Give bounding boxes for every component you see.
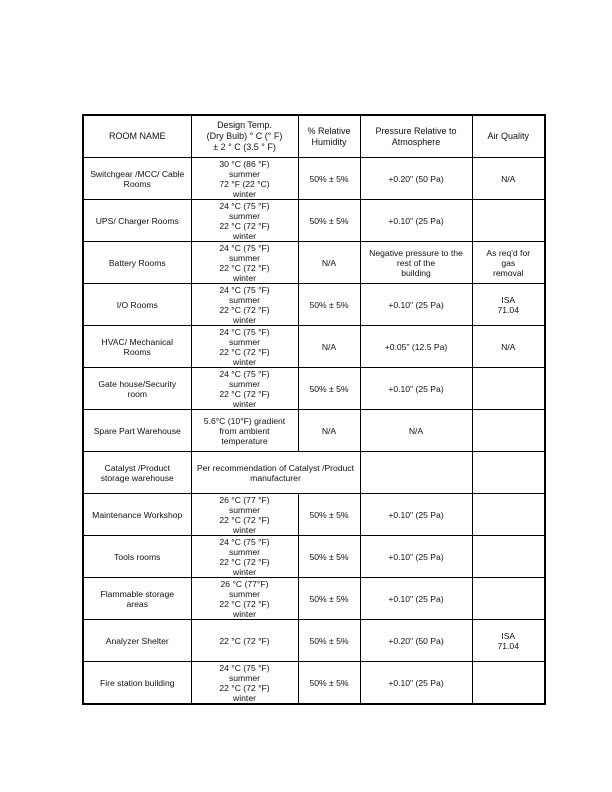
humidity-cell: N/A bbox=[298, 242, 360, 284]
pressure-cell: +0.10" (25 Pa) bbox=[360, 662, 472, 705]
design-temp-cell: 26 °C (77 °F) summer 22 °C (72 °F) winter bbox=[191, 494, 298, 536]
humidity-cell: 50% ± 5% bbox=[298, 578, 360, 620]
room-design-conditions-table bbox=[82, 114, 546, 705]
table-row bbox=[83, 326, 545, 368]
air-quality-cell: N/A bbox=[472, 326, 545, 368]
table-row bbox=[83, 368, 545, 410]
room-name-cell: Analyzer Shelter bbox=[83, 620, 191, 662]
header-design-temp: Design Temp. (Dry Bulb) ° C (° F) ± 2 ° C (3.5 ° F) bbox=[191, 115, 298, 158]
air-quality-cell bbox=[472, 368, 545, 410]
table-row bbox=[83, 284, 545, 326]
design-temp-cell: 24 °C (75 °F) summer 22 °C (72 °F) winter bbox=[191, 326, 298, 368]
air-quality-cell: ISA 71.04 bbox=[472, 620, 545, 662]
header-pressure: Pressure Relative to Atmosphere bbox=[360, 115, 472, 158]
humidity-cell: 50% ± 5% bbox=[298, 158, 360, 200]
pressure-cell: +0.10" (25 Pa) bbox=[360, 200, 472, 242]
pressure-cell: Negative pressure to the rest of the building bbox=[360, 242, 472, 284]
room-name-cell: Fire station building bbox=[83, 662, 191, 705]
humidity-cell: N/A bbox=[298, 410, 360, 452]
table-row bbox=[83, 242, 545, 284]
table-header-row bbox=[83, 115, 545, 158]
pressure-cell: N/A bbox=[360, 410, 472, 452]
air-quality-cell bbox=[472, 200, 545, 242]
room-name-cell: UPS/ Charger Rooms bbox=[83, 200, 191, 242]
humidity-cell: 50% ± 5% bbox=[298, 536, 360, 578]
pressure-cell: +0.10" (25 Pa) bbox=[360, 494, 472, 536]
design-temp-cell: 22 °C (72 °F) bbox=[191, 620, 298, 662]
room-name-cell: Gate house/Security room bbox=[83, 368, 191, 410]
design-temp-cell: 26 °C (77°F) summer 22 °C (72 °F) winter bbox=[191, 578, 298, 620]
design-temp-cell: 24 °C (75 °F) summer 22 °C (72 °F) winter bbox=[191, 368, 298, 410]
humidity-cell: 50% ± 5% bbox=[298, 620, 360, 662]
pressure-cell: +0.05" (12.5 Pa) bbox=[360, 326, 472, 368]
room-name-cell: Catalyst /Product storage warehouse bbox=[83, 452, 191, 494]
table-row bbox=[83, 620, 545, 662]
room-name-cell: Flammable storage areas bbox=[83, 578, 191, 620]
air-quality-cell: As req'd for gas removal bbox=[472, 242, 545, 284]
room-name-cell: Battery Rooms bbox=[83, 242, 191, 284]
table-row bbox=[83, 494, 545, 536]
humidity-cell: 50% ± 5% bbox=[298, 494, 360, 536]
pressure-cell: +0.10" (25 Pa) bbox=[360, 284, 472, 326]
design-temp-cell: 5.6°C (10°F) gradient from ambient temperature bbox=[191, 410, 298, 452]
air-quality-cell bbox=[472, 578, 545, 620]
air-quality-cell: ISA 71.04 bbox=[472, 284, 545, 326]
table-row-catalyst bbox=[83, 452, 545, 494]
pressure-cell: +0.20" (50 Pa) bbox=[360, 620, 472, 662]
design-temp-cell: 24 °C (75 °F) summer 22 °C (72 °F) winter bbox=[191, 200, 298, 242]
design-temp-cell: 24 °C (75 °F) summer 22 °C (72 °F) winter bbox=[191, 536, 298, 578]
pressure-cell: +0.10" (25 Pa) bbox=[360, 536, 472, 578]
humidity-cell: 50% ± 5% bbox=[298, 662, 360, 705]
humidity-cell: 50% ± 5% bbox=[298, 368, 360, 410]
room-name-cell: HVAC/ Mechanical Rooms bbox=[83, 326, 191, 368]
catalyst-recommendation-cell: Per recommendation of Catalyst /Product manufacturer bbox=[191, 452, 360, 494]
table-row bbox=[83, 158, 545, 200]
design-temp-cell: 24 °C (75 °F) summer 22 °C (72 °F) winter bbox=[191, 242, 298, 284]
humidity-cell: 50% ± 5% bbox=[298, 200, 360, 242]
humidity-cell: N/A bbox=[298, 326, 360, 368]
header-air-quality: Air Quality bbox=[472, 115, 545, 158]
design-temp-cell: 24 °C (75 °F) summer 22 °C (72 °F) winter bbox=[191, 284, 298, 326]
design-temp-cell: 24 °C (75 °F) summer 22 °C (72 °F) winter bbox=[191, 662, 298, 705]
table-row bbox=[83, 578, 545, 620]
room-name-cell: Maintenance Workshop bbox=[83, 494, 191, 536]
pressure-cell: +0.20" (50 Pa) bbox=[360, 158, 472, 200]
pressure-cell bbox=[360, 452, 472, 494]
air-quality-cell bbox=[472, 452, 545, 494]
room-name-cell: Spare Part Warehouse bbox=[83, 410, 191, 452]
header-room-name: ROOM NAME bbox=[83, 115, 191, 158]
humidity-cell: 50% ± 5% bbox=[298, 284, 360, 326]
room-name-cell: I/O Rooms bbox=[83, 284, 191, 326]
air-quality-cell bbox=[472, 494, 545, 536]
table-row bbox=[83, 200, 545, 242]
air-quality-cell bbox=[472, 536, 545, 578]
header-relative-humidity: % Relative Humidity bbox=[298, 115, 360, 158]
design-temp-cell: 30 °C (86 °F) summer 72 °F (22 °C) winter bbox=[191, 158, 298, 200]
table-row bbox=[83, 410, 545, 452]
pressure-cell: +0.10" (25 Pa) bbox=[360, 368, 472, 410]
table-row bbox=[83, 536, 545, 578]
room-name-cell: Tools rooms bbox=[83, 536, 191, 578]
pressure-cell: +0.10" (25 Pa) bbox=[360, 578, 472, 620]
air-quality-cell bbox=[472, 662, 545, 705]
air-quality-cell bbox=[472, 410, 545, 452]
air-quality-cell: N/A bbox=[472, 158, 545, 200]
table-row bbox=[83, 662, 545, 705]
room-name-cell: Switchgear /MCC/ Cable Rooms bbox=[83, 158, 191, 200]
